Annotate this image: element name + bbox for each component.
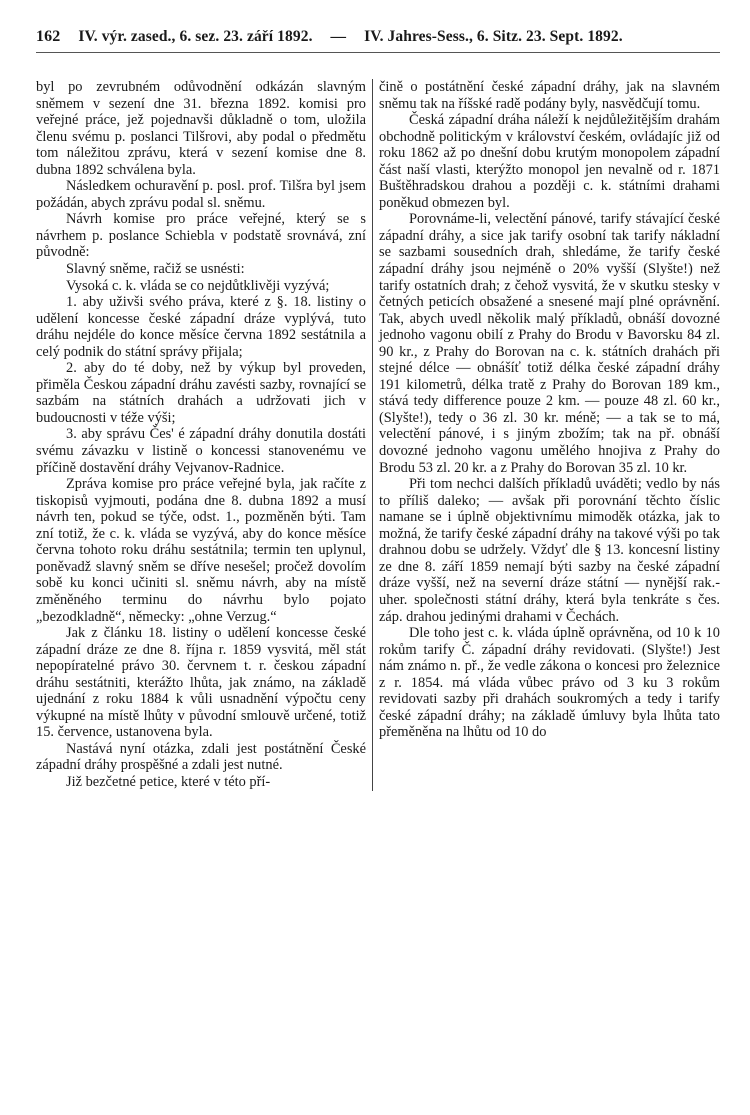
paragraph: Následkem ochuravění p. posl. prof. Tilšra byl jsem požádán, abych zprávu podal sl. sněmu.: [36, 178, 366, 211]
paragraph: Nastává nyní otázka, zdali jest postátnění České západní dráhy prospěšné a zdali jest nutné.: [36, 740, 366, 774]
header-dash: —: [330, 28, 347, 45]
paragraph: Porovnáme-li, velectění pánové, tarify stávající české západní dráhy, a sice jak tarify osobní tak tarify nákladní se sazbami sousedních drah, shledáme, že tarify české západní dráhy jsou nejméně o 20% vyšší (Slyšte!) než tarify ostatních drah; z čehož vysvitá, že v skutku stesky v četných peticích obsažené a snesené mají plné oprávnění. Tak, abych uvedl několik malý příkladů, obnáší dovozné jednoho vagonu obilí z Prahy do Brodu v Bavorsku 84 zl. 90 kr., z Prahy do Borovan na c. k. státních drahách při stejné délce — obnášíť totiž délka české západní dráhy 191 kilometrů, délka tratě z Prahy do Borovan 189 km., stává tedy difference pouze 2 km. — pouze 48 zl. 60 kr., (Slyšte!), tedy o 36 zl. 30 kr. méně; — a tak se to má, velectění pánové, i s jiným zbožím; tak na př. obnáší dovozné jednoho vagonu umělého hnojiva z Prahy do Brodu 53 zl. 20 kr. a z Prahy do Borovan 35 zl. 10 kr.: [379, 211, 720, 476]
paragraph: Při tom nechci dalších příkladů uváděti; vedlo by nás to příliš daleko; — avšak při porovnání těchto číslic namane se i úplně objektivnímu mimoděk otázka, jak to možná, že tarify české západní dráhy na takové výši po tak drahnou dobu se udržely. Vždyť dle § 13. koncesní listiny ze dne 8. září 1859 nemají býti sazby na české západní dráze vyšší, než na severní dráze státní — nynější rak.-uher. společnosti státní dráhy, která byla tenkráte s čes. záp. drahou jedinými drahami v Čechách.: [379, 476, 720, 625]
paragraph: Dle toho jest c. k. vláda úplně oprávněna, od 10 k 10 rokům tarify Č. západní dráhy revidovati. (Slyšte!) Jest nám známo n. př., že vedle zákona o koncesi pro železnice z r. 1854. má vláda vůbec právo od 3 ku 3 rokům revidovati sazby při drahách soukromých a tedy i tarify české západní dráhy; na základě úmluvy byla lhůta tato přeměněna na lhůtu od 10 do: [379, 625, 720, 741]
page-header: [36, 28, 720, 53]
paragraph: Jak z článku 18. listiny o udělení koncesse české západní dráze ze dne 8. října r. 1859 vysvitá, měl stát nepopíratelné právo 30. červnem t. r. českou západní dráhu sestátniti, kterážto lhůta, jak známo, na základě ujednání z roku 1884 k vůli usnadnění výpočtu ceny výkupné na místě lhůty v původní smlouvě určené, totiž 15. července, ustanovena byla.: [36, 625, 366, 741]
paragraph: Slavný sněme, račiž se usnésti:: [66, 261, 245, 278]
paragraph: 1. aby uživši svého práva, které z §. 18. listiny o udělení koncesse české západní dráze vyplývá, tuto dráhu nejdéle do konce měsíce června 1892 sestátnila a celý podnik do státní správy přijala;: [36, 294, 366, 360]
page-number: 162: [36, 28, 61, 45]
paragraph: 2. aby do té doby, než by výkup byl proveden, přiměla Českou západní dráhu zavésti sazby, rovnající se sazbám na státních drahách a udržovati jich v budoucnosti v téže výši;: [36, 360, 366, 426]
paragraph: Vysoká c. k. vláda se co nejdůtklivěji vyzývá;: [66, 277, 330, 294]
paragraph: Zpráva komise pro práce veřejné byla, jak račíte z tiskopisů vyjmouti, podána dne 8. dubna 1892 a musí návrh ten, pokud se týče, odst. 1., pozměněn býti. Tam zní totiž, že c. k. vláda se vyzývá, aby do konce měsíce června tohoto roku dráhu sestátnila; termin ten uplynul, poněvadž slavný sněm se dříve nesešel; pročež dovolím sobě ku konci učiniti sl. sněmu návrh, aby na místě změněného terminu do návrhu bylo pojato „bezodkladně“, německy: „ohne Verzug.“: [36, 476, 366, 625]
paragraph: Česká západní dráha náleží k nejdůležitějším drahám obchodně politickým v království českém, ovládajíc již od roku 1862 až po dnešní dobu krutým monopolem západní část naší vlasti, kterýžto monopol jen nevalně od r. 1871 Buštěhradskou drahou a později c. k. státními drahami poněkud obmezen byl.: [379, 112, 720, 211]
right-column: [372, 79, 720, 791]
paragraph: Návrh komise pro práce veřejné, který se s návrhem p. poslance Schiebla v podstatě srovnává, zní původně:: [36, 211, 366, 261]
paragraph: čině o postátnění české západní dráhy, jak na slavném sněmu tak na říšské radě podány byly, nasvědčují tomu.: [379, 79, 720, 112]
left-column: [36, 79, 372, 791]
paragraph: byl po zevrubném odůvodnění odkázán slavným sněmem v sezení dne 31. března 1892. komisi pro veřejné práce, jež pojednavši důkladně o tom, uložila členu svému p. poslanci Tilšrovi, aby podal o předmětu tom náležitou zprávu, která v sezení komise dne 8. dubna 1892 schválena byla.: [36, 79, 366, 178]
paragraph: 3. aby správu Čes' é západní dráhy donutila dostáti svému závazku v listině o koncessi stanovenému ve příčině dostavění dráhy Vejvanov-Radnice.: [36, 426, 366, 476]
header-german: IV. Jahres-Sess., 6. Sitz. 23. Sept. 1892.: [364, 28, 623, 45]
paragraph: Již bezčetné petice, které v této pří-: [66, 773, 271, 790]
header-czech: IV. výr. zased., 6. sez. 23. září 1892.: [78, 28, 313, 45]
text-columns: [36, 79, 720, 791]
